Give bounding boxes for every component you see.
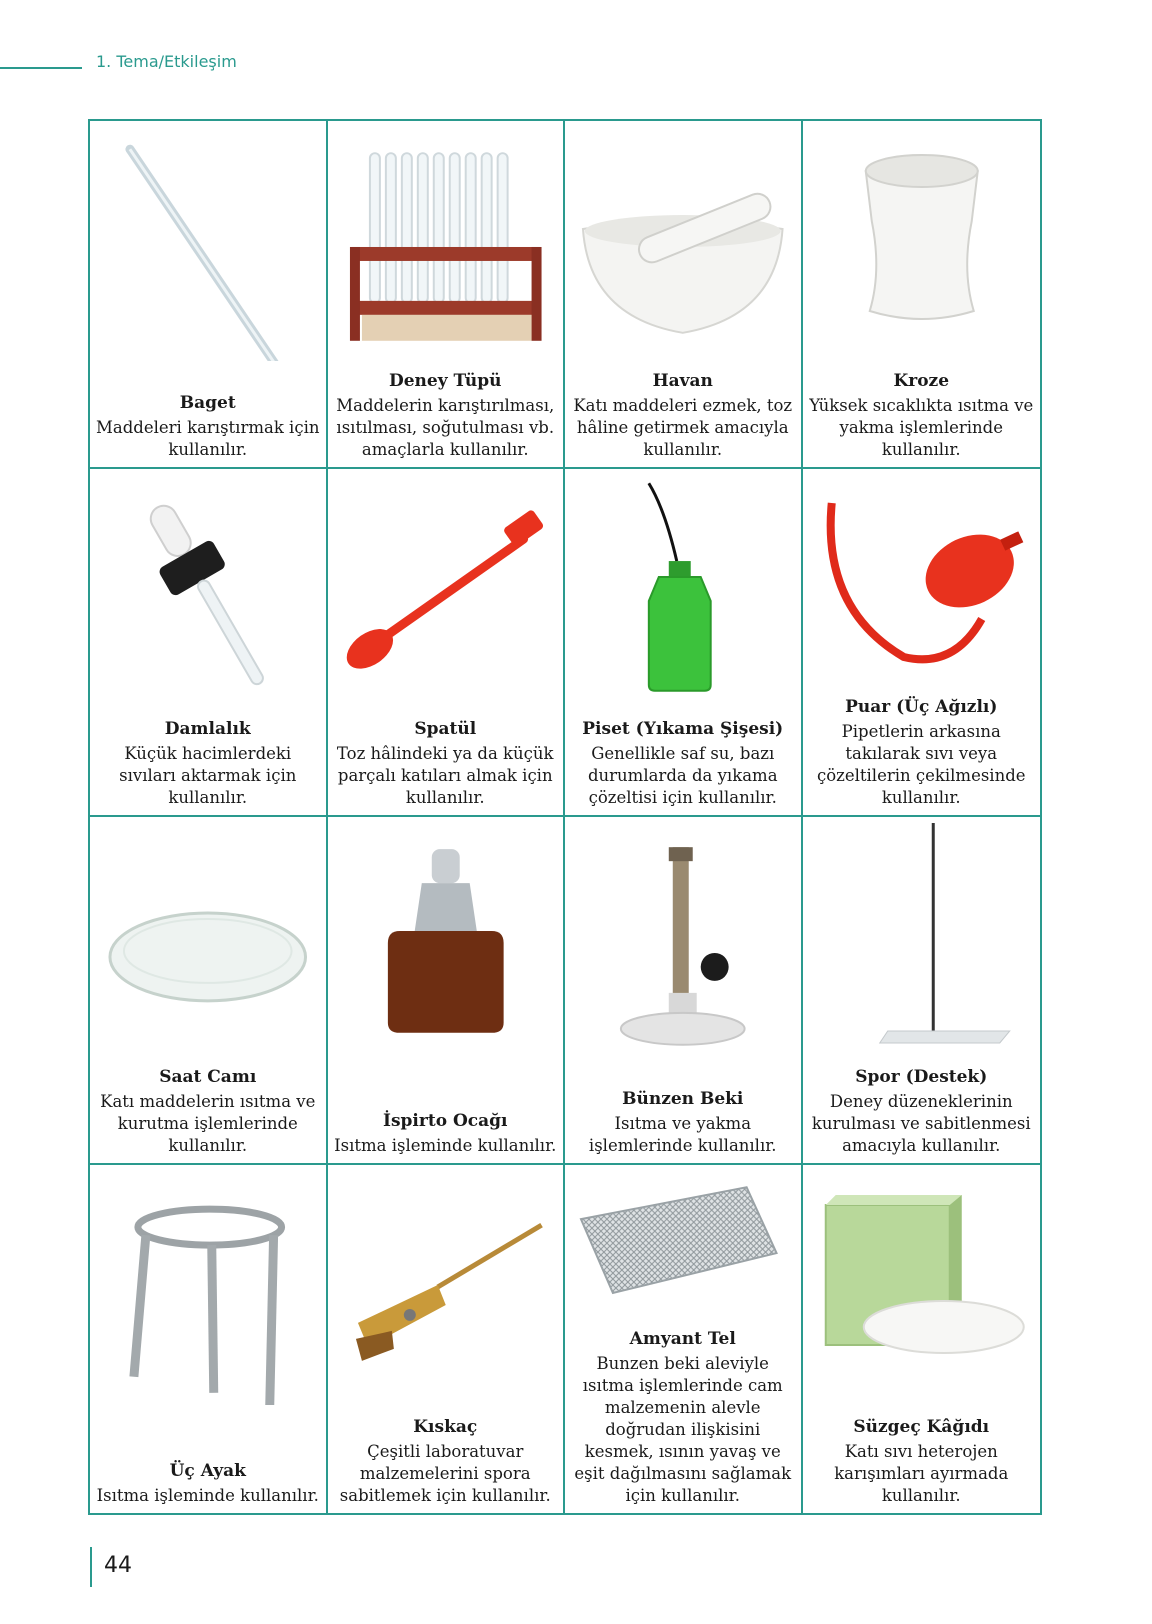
item-name: Spor (Destek) (855, 1067, 988, 1087)
item-card (90, 1165, 328, 1513)
item-name: Kroze (893, 371, 950, 391)
item-description: Katı sıvı heterojen karışımları ayırmada kullanılır. (834, 1442, 1009, 1505)
item-description: Maddelerin karıştırılması, ısıtılması, soğutulması vb. amaçlarla kullanılır. (336, 396, 555, 459)
crucible-icon (803, 121, 1041, 361)
item-card (565, 469, 803, 817)
item-card (565, 1165, 803, 1513)
item-card (803, 121, 1041, 469)
item-name: Deney Tüpü (389, 371, 502, 391)
equipment-grid (88, 119, 1042, 1515)
item-name: Bünzen Beki (622, 1089, 744, 1109)
item-name: Saat Camı (159, 1067, 257, 1087)
item-name: Kıskaç (413, 1417, 478, 1437)
item-description: Çeşitli laboratuvar malzemelerini spora sabitlemek için kullanılır. (339, 1442, 551, 1505)
item-card (565, 817, 803, 1165)
item-description: Yüksek sıcaklıkta ısıtma ve yakma işlemlerinde kullanılır. (809, 396, 1034, 459)
dropper-icon (90, 469, 326, 709)
item-name: Damlalık (164, 719, 251, 739)
item-card (328, 469, 566, 817)
item-name: Süzgeç Kâğıdı (853, 1417, 990, 1437)
item-name: Üç Ayak (169, 1461, 246, 1481)
clamp-icon (328, 1165, 564, 1405)
page-number: 44 (104, 1553, 132, 1578)
item-card (90, 817, 328, 1165)
item-card (90, 469, 328, 817)
item-description: Küçük hacimlerdeki sıvıları aktarmak için kullanılır. (119, 744, 297, 807)
item-card (328, 121, 566, 469)
item-name: İspirto Ocağı (383, 1111, 508, 1131)
item-card (328, 1165, 566, 1513)
item-name: Havan (652, 371, 713, 391)
test-tube-rack-icon (328, 121, 564, 361)
item-description: Pipetlerin arkasına takılarak sıvı veya çözeltilerin çekilmesinde kullanılır. (816, 722, 1026, 807)
item-name: Amyant Tel (629, 1329, 736, 1349)
item-description: Katı maddelerin ısıtma ve kurutma işlemlerinde kullanılır. (100, 1092, 316, 1155)
item-card (328, 817, 566, 1165)
item-description: Maddeleri karıştırmak için kullanılır. (96, 418, 320, 459)
glass-rod-icon (90, 121, 326, 361)
item-description: Isıtma işleminde kullanılır. (334, 1136, 557, 1155)
filter-paper-icon (803, 1165, 1041, 1405)
stand-icon (803, 817, 1041, 1057)
tripod-icon (90, 1165, 326, 1405)
item-name: Spatül (414, 719, 477, 739)
item-name: Piset (Yıkama Şişesi) (582, 719, 784, 739)
item-description: Toz hâlindeki ya da küçük parçalı katıları almak için kullanılır. (336, 744, 554, 807)
header-rule (0, 67, 82, 69)
item-card (803, 817, 1041, 1165)
item-card (565, 121, 803, 469)
wash-bottle-icon (565, 469, 801, 709)
item-description: Bunzen beki aleviyle ısıtma işlemlerinde cam malzemenin alevle doğrudan ilişkisini kesmek, ısının yavaş ve eşit dağılmasını sağlamak için kullanılır. (574, 1354, 792, 1505)
spirit-lamp-icon (328, 817, 564, 1057)
item-description: Isıtma ve yakma işlemlerinde kullanılır. (588, 1114, 777, 1155)
item-name: Puar (Üç Ağızlı) (845, 697, 998, 717)
item-card (803, 469, 1041, 817)
item-description: Deney düzeneklerinin kurulması ve sabitlenmesi amacıyla kullanılır. (811, 1092, 1031, 1155)
chapter-title: 1. Tema/Etkileşim (96, 52, 237, 71)
mortar-pestle-icon (565, 121, 801, 361)
spatula-icon (328, 469, 564, 709)
item-name: Baget (179, 393, 236, 413)
item-description: Isıtma işleminde kullanılır. (96, 1486, 319, 1505)
bunsen-burner-icon (565, 817, 801, 1057)
footer-rule (90, 1547, 92, 1587)
watch-glass-icon (90, 817, 326, 1057)
item-card (90, 121, 328, 469)
pipette-bulb-icon (803, 469, 1041, 709)
item-description: Genellikle saf su, bazı durumlarda da yıkama çözeltisi için kullanılır. (587, 744, 778, 807)
item-card (803, 1165, 1041, 1513)
item-description: Katı maddeleri ezmek, toz hâline getirmek amacıyla kullanılır. (573, 396, 793, 459)
